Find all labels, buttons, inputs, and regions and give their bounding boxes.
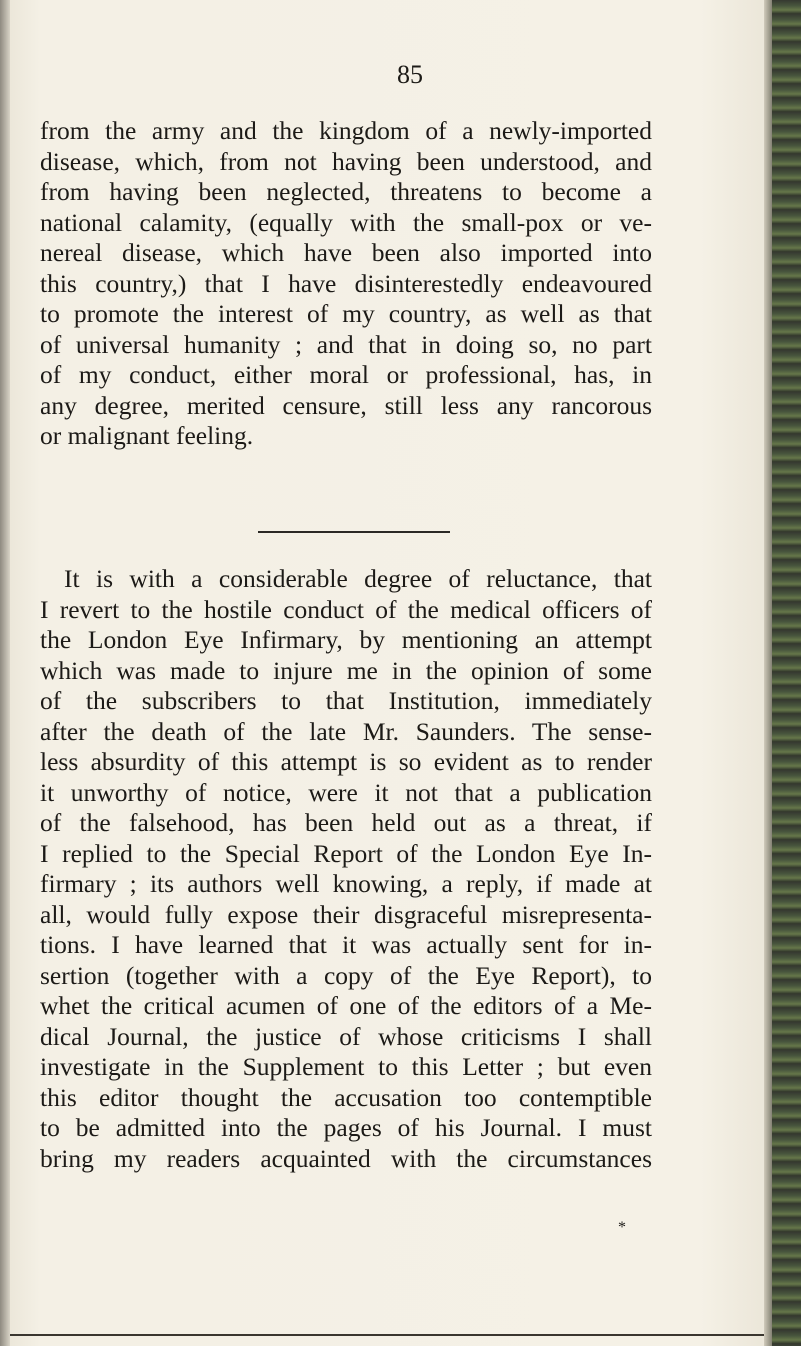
text-line: after the death of the late Mr. Saunders. The sense- xyxy=(40,716,652,746)
text-line: It is with a considerable degree of reluctance, that xyxy=(64,564,652,593)
text-line: sertion (together with a copy of the Eye Report), to xyxy=(40,960,652,990)
text-line: or malignant feeling. xyxy=(40,421,254,450)
text-line: I replied to the Special Report of the London Eye In- xyxy=(40,838,652,868)
page-number: 85 xyxy=(397,60,423,89)
text-line: I revert to the hostile conduct of the medical officers of xyxy=(40,594,652,624)
catchword-asterisk: * xyxy=(618,1219,626,1236)
text-line: firmary ; its authors well knowing, a reply, if made at xyxy=(40,869,652,898)
text-line: of the subscribers to that Institution, immediately xyxy=(40,686,652,715)
text-line: all, would fully expose their disgraceful misrepresenta- xyxy=(40,899,652,929)
text-line: bring my readers acquainted with the circumstances xyxy=(40,1143,652,1173)
text-line: dical Journal, the justice of whose criticisms I shall xyxy=(40,1021,652,1051)
text-line: nereal disease, which have been also imported into xyxy=(40,238,652,267)
paragraph-2 xyxy=(40,564,652,1174)
text-line: this country,) that I have disinterestedly endeavoured xyxy=(40,268,652,298)
text-line: whet the critical acumen of one of the editors of a Me- xyxy=(40,991,652,1020)
text-line: it unworthy of notice, were it not that a publication xyxy=(40,777,652,807)
text-line: of my conduct, either moral or professional, has, in xyxy=(40,360,652,389)
section-divider xyxy=(258,531,450,533)
text-line: of universal humanity ; and that in doing so, no part xyxy=(40,329,652,359)
text-line: this editor thought the accusation too contemptible xyxy=(40,1082,652,1112)
text-line: to promote the interest of my country, as well as that xyxy=(40,299,652,328)
text-line: the London Eye Infirmary, by mentioning an attempt xyxy=(40,625,652,654)
text-line: less absurdity of this attempt is so evident as to render xyxy=(40,747,652,776)
text-line: investigate in the Supplement to this Letter ; but even xyxy=(40,1052,652,1081)
text-line: from having been neglected, threatens to become a xyxy=(40,177,652,206)
paragraph-1 xyxy=(40,116,652,452)
text-line: national calamity, (equally with the small-pox or ve- xyxy=(40,207,652,237)
text-line: disease, which, from not having been understood, and xyxy=(40,146,652,176)
text-line: which was made to injure me in the opinion of some xyxy=(40,655,652,685)
text-line: to be admitted into the pages of his Journal. I must xyxy=(40,1113,652,1142)
book-cover-edge xyxy=(764,0,801,1346)
text-line: any degree, merited censure, still less any rancorous xyxy=(40,390,652,420)
text-line: of the falsehood, has been held out as a threat, if xyxy=(40,808,652,837)
page-bottom-edge xyxy=(10,1334,764,1336)
page-gutter-shadow xyxy=(0,0,10,1346)
text-line: from the army and the kingdom of a newly-imported xyxy=(40,116,652,145)
text-line: tions. I have learned that it was actually sent for in- xyxy=(40,930,652,959)
